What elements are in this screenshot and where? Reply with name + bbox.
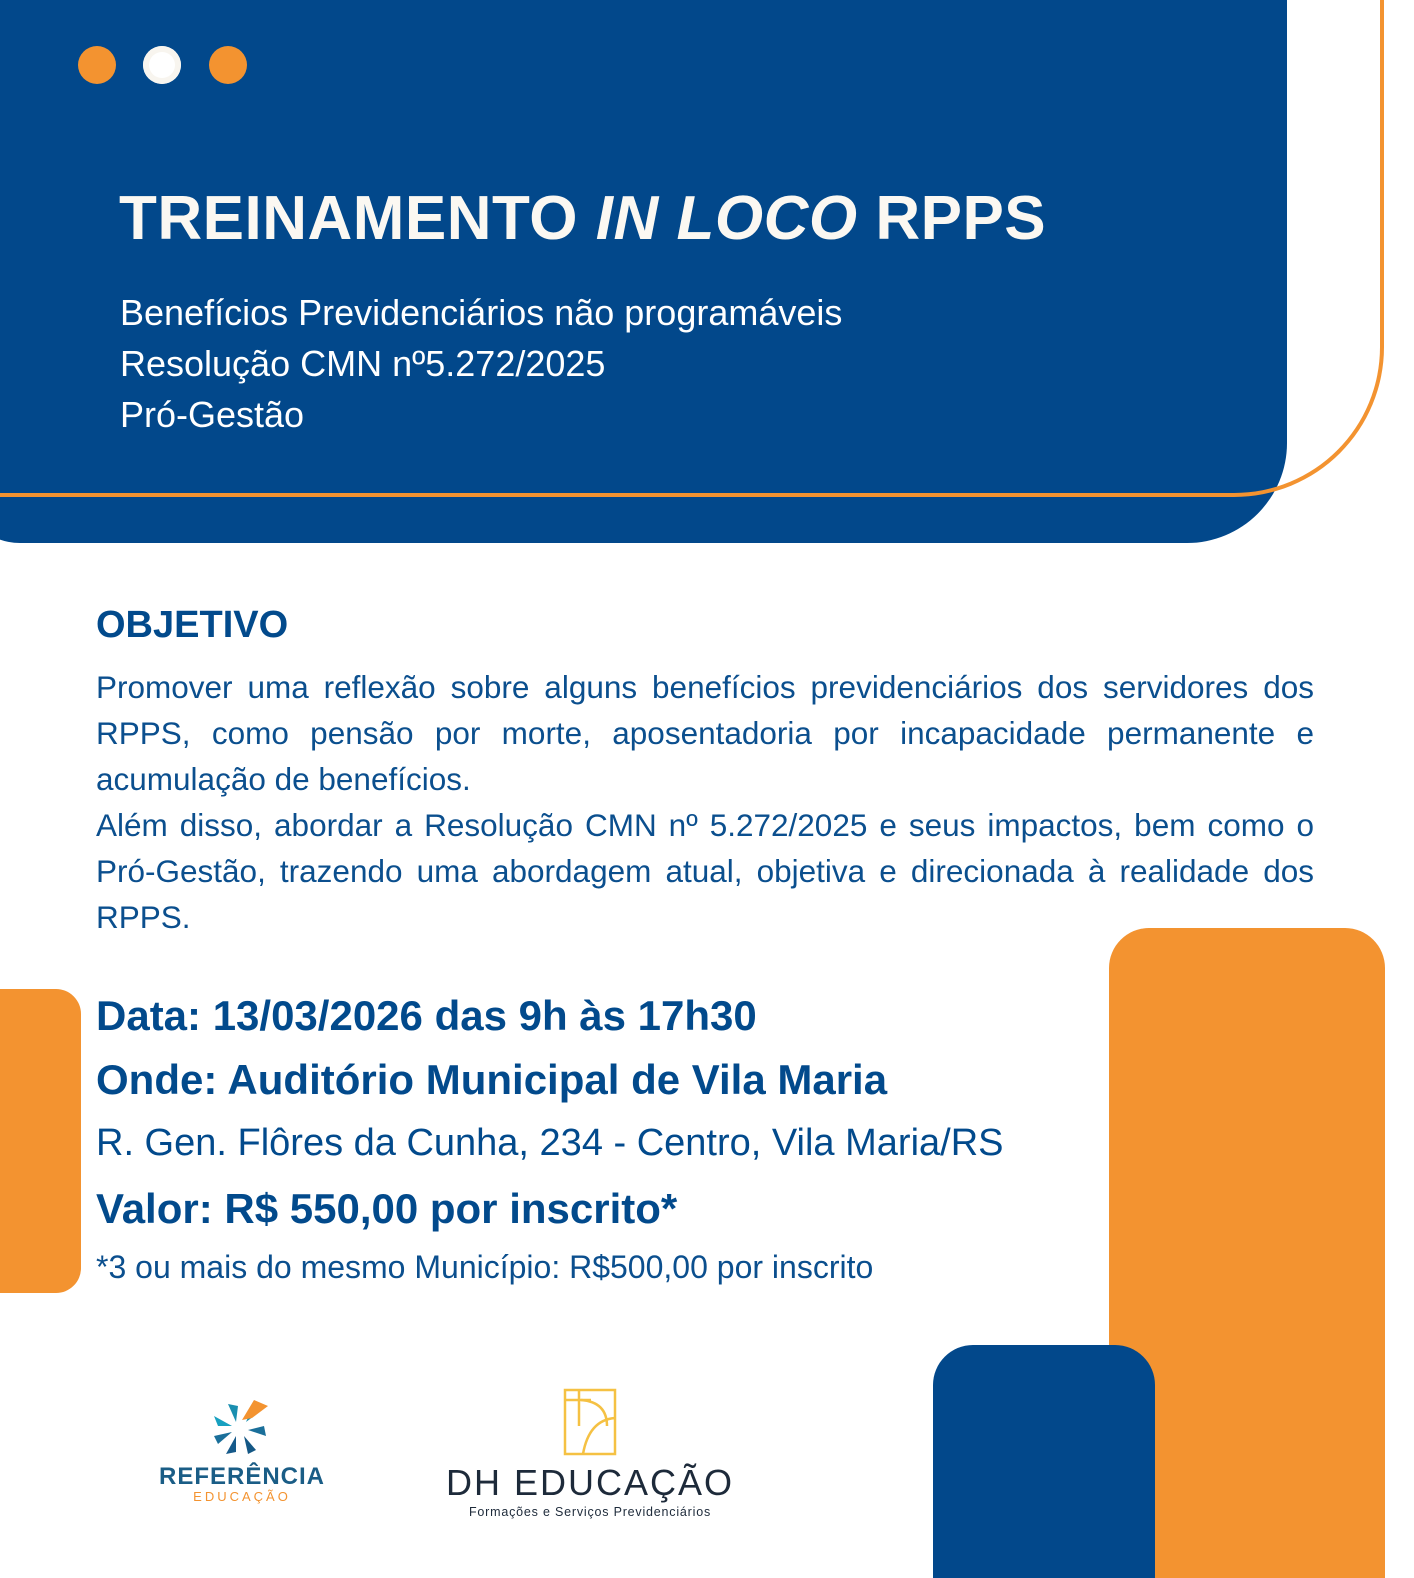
subtitle-topic: Benefícios Previdenciários não programáveis: [120, 292, 843, 333]
white-dot-icon: [143, 46, 181, 84]
orange-dot-icon: [209, 46, 247, 84]
objective-paragraph: Promover uma reflexão sobre alguns benefícios previdenciários dos servidores dos RPPS, como pensão por morte, aposentadoria por incapacidade permanente e acumulação de benefícios.: [96, 669, 1314, 797]
orange-dot-icon: [78, 46, 116, 84]
referencia-star-icon: [210, 1398, 274, 1456]
referencia-logo-name: REFERÊNCIA: [158, 1463, 325, 1490]
orange-tab-decoration: [0, 989, 81, 1293]
dh-educacao-logo: [440, 1388, 740, 1519]
objective-text: [96, 664, 1314, 940]
objective-heading: OBJETIVO: [96, 604, 289, 646]
dh-logo-name: DH EDUCAÇÃO: [445, 1462, 735, 1503]
referencia-logo-sub: EDUCAÇÃO: [193, 1489, 291, 1504]
title-italic-text: IN LOCO: [595, 184, 858, 253]
title-text: RPPS: [857, 184, 1047, 253]
event-price: Valor: R$ 550,00 por inscrito*: [96, 1185, 678, 1232]
title-text: TREINAMENTO: [119, 184, 596, 253]
event-address: R. Gen. Flôres da Cunha, 234 - Centro, Vila Maria/RS: [96, 1122, 1004, 1164]
page-title: [119, 183, 1046, 254]
subtitle-topic: Pró-Gestão: [120, 394, 305, 435]
referencia-logo: [137, 1398, 347, 1504]
event-date: Data: 13/03/2026 das 9h às 17h30: [96, 992, 757, 1039]
objective-paragraph: Além disso, abordar a Resolução CMN nº 5.272/2025 e seus impactos, bem como o Pró-Gestão, trazendo uma abordagem atual, objetiva e direcionada à realidade dos RPPS.: [96, 807, 1314, 935]
dh-logo-sub: Formações e Serviços Previdenciários: [468, 1505, 712, 1519]
event-price-note: *3 ou mais do mesmo Município: R$500,00 por inscrito: [96, 1249, 874, 1285]
event-location: Onde: Auditório Municipal de Vila Maria: [96, 1056, 888, 1103]
dh-monogram-icon: [563, 1388, 617, 1456]
blue-block-decoration: [933, 1345, 1155, 1578]
subtitle-topic: Resolução CMN nº5.272/2025: [120, 343, 606, 384]
subtitle-list: [120, 287, 842, 440]
